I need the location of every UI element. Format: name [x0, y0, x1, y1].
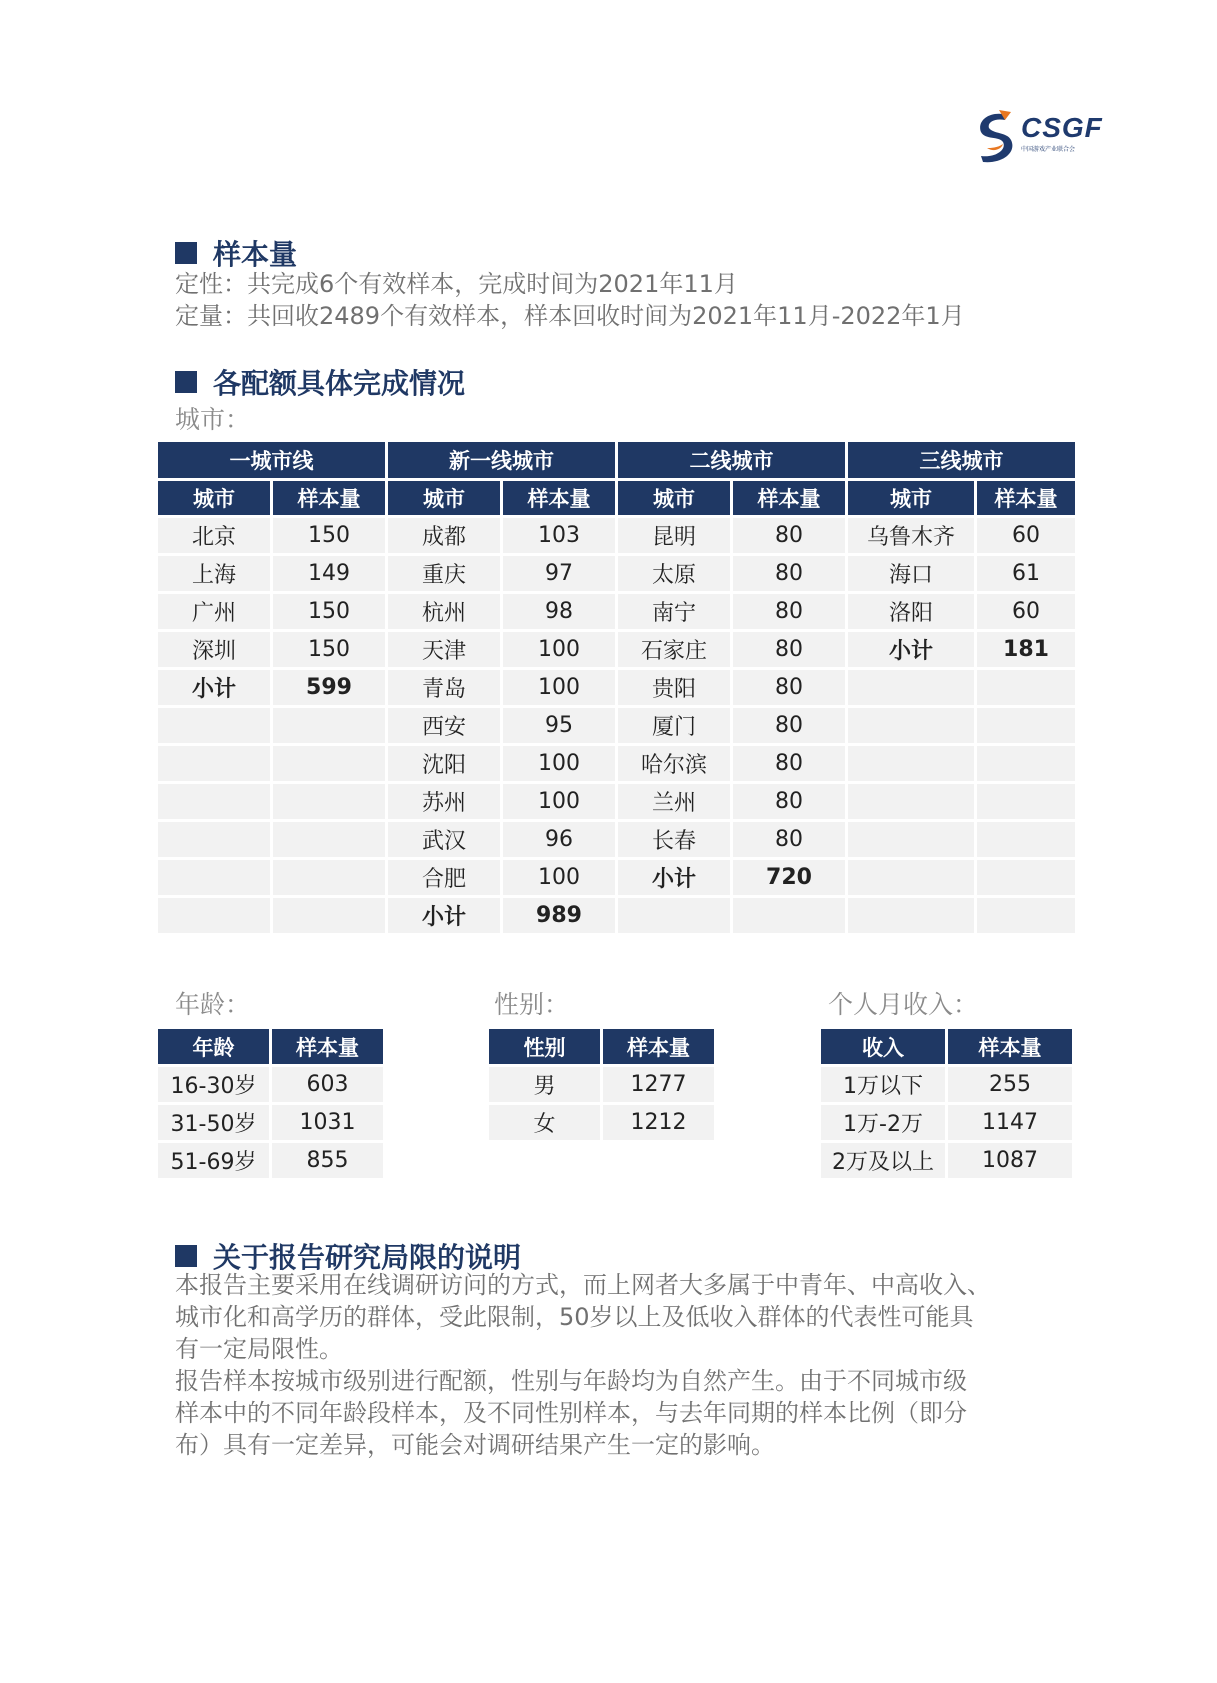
sample-cell: 80 — [733, 708, 845, 743]
city-cell: 沈阳 — [388, 746, 500, 781]
text-line: 城市化和高学历的群体，受此限制，50岁以上及低收入群体的代表性可能具 — [175, 1303, 974, 1331]
table-row — [489, 1067, 714, 1102]
column-header: 样本量 — [603, 1029, 714, 1064]
text-line: 定量：共回收2489个有效样本，样本回收时间为2021年11月-2022年1月 — [175, 302, 965, 330]
table-row — [158, 556, 1075, 591]
city-cell: 小计 — [158, 670, 270, 705]
table-row — [158, 518, 1075, 553]
table-row — [158, 670, 1075, 705]
column-header: 收入 — [821, 1029, 945, 1064]
table-row — [158, 898, 1075, 933]
city-cell — [848, 746, 974, 781]
sample-cell: 149 — [273, 556, 385, 591]
category-cell: 51-69岁 — [158, 1143, 269, 1178]
city-cell: 武汉 — [388, 822, 500, 857]
sample-cell: 80 — [733, 670, 845, 705]
sample-cell: 60 — [977, 594, 1075, 629]
sample-cell: 720 — [733, 860, 845, 895]
city-cell: 广州 — [158, 594, 270, 629]
city-cell: 南宁 — [618, 594, 730, 629]
column-header-sample: 样本量 — [273, 481, 385, 515]
sample-cell — [977, 898, 1075, 933]
sample-cell: 989 — [503, 898, 615, 933]
city-column-header-row — [158, 481, 1075, 515]
column-header: 性别 — [489, 1029, 600, 1064]
sample-cell — [273, 860, 385, 895]
sample-cell: 150 — [273, 632, 385, 667]
city-cell — [158, 898, 270, 933]
sample-cell — [977, 708, 1075, 743]
sample-cell: 103 — [503, 518, 615, 553]
city-cell — [848, 670, 974, 705]
logo-swirl-icon — [973, 108, 1021, 164]
sample-cell — [733, 898, 845, 933]
column-header: 样本量 — [948, 1029, 1072, 1064]
bullet-square-icon — [175, 242, 197, 264]
sample-cell — [273, 708, 385, 743]
city-quota-table — [155, 439, 1078, 936]
city-cell: 西安 — [388, 708, 500, 743]
city-cell — [158, 784, 270, 819]
sample-cell: 97 — [503, 556, 615, 591]
sample-cell: 100 — [503, 632, 615, 667]
section-title: 样本量 — [213, 238, 298, 271]
city-cell: 杭州 — [388, 594, 500, 629]
table-row — [158, 594, 1075, 629]
age-table — [155, 1026, 386, 1181]
column-header-sample: 样本量 — [733, 481, 845, 515]
city-cell — [848, 784, 974, 819]
category-cell: 1万以下 — [821, 1067, 945, 1102]
city-cell — [848, 898, 974, 933]
text-line: 定性：共完成6个有效样本，完成时间为2021年11月 — [175, 270, 738, 298]
column-header-city: 城市 — [848, 481, 974, 515]
city-cell: 乌鲁木齐 — [848, 518, 974, 553]
city-cell: 合肥 — [388, 860, 500, 895]
sample-cell: 1087 — [948, 1143, 1072, 1178]
city-cell — [158, 822, 270, 857]
city-cell: 小计 — [848, 632, 974, 667]
city-cell: 苏州 — [388, 784, 500, 819]
age-label: 年龄： — [175, 990, 251, 1019]
sample-cell: 80 — [733, 518, 845, 553]
csgf-logo — [973, 108, 1103, 164]
city-cell: 洛阳 — [848, 594, 974, 629]
city-cell: 天津 — [388, 632, 500, 667]
table-row — [489, 1105, 714, 1140]
city-cell: 重庆 — [388, 556, 500, 591]
sample-cell — [273, 822, 385, 857]
table-row — [821, 1067, 1072, 1102]
group-header: 新一线城市 — [388, 442, 615, 478]
table-header-row — [158, 1029, 383, 1064]
table-row — [158, 784, 1075, 819]
city-label: 城市： — [175, 405, 251, 434]
column-header: 样本量 — [272, 1029, 383, 1064]
city-cell: 小计 — [388, 898, 500, 933]
category-cell: 女 — [489, 1105, 600, 1140]
sample-cell: 1147 — [948, 1105, 1072, 1140]
sample-cell — [273, 746, 385, 781]
limitations-text — [175, 1269, 991, 1461]
sample-cell — [977, 784, 1075, 819]
city-group-header-row — [158, 442, 1075, 478]
table-row — [821, 1105, 1072, 1140]
sample-cell: 100 — [503, 860, 615, 895]
sample-size-text — [175, 268, 965, 332]
gender-label: 性别： — [494, 990, 570, 1019]
sample-cell: 603 — [272, 1067, 383, 1102]
sample-cell — [977, 670, 1075, 705]
table-header-row — [821, 1029, 1072, 1064]
sample-cell: 855 — [272, 1143, 383, 1178]
sample-cell: 80 — [733, 594, 845, 629]
city-cell: 兰州 — [618, 784, 730, 819]
column-header-city: 城市 — [618, 481, 730, 515]
category-cell: 2万及以上 — [821, 1143, 945, 1178]
city-cell: 贵阳 — [618, 670, 730, 705]
category-cell: 1万-2万 — [821, 1105, 945, 1140]
city-cell: 海口 — [848, 556, 974, 591]
sample-cell — [273, 898, 385, 933]
group-header: 二线城市 — [618, 442, 845, 478]
text-line: 报告样本按城市级别进行配额，性别与年龄均为自然产生。由于不同城市级 — [175, 1367, 967, 1395]
city-cell: 成都 — [388, 518, 500, 553]
sample-cell — [977, 860, 1075, 895]
sample-cell: 255 — [948, 1067, 1072, 1102]
city-cell: 长春 — [618, 822, 730, 857]
city-cell: 小计 — [618, 860, 730, 895]
city-cell — [848, 708, 974, 743]
table-header-row — [489, 1029, 714, 1064]
sample-cell: 80 — [733, 784, 845, 819]
city-cell — [158, 708, 270, 743]
group-header: 一城市线 — [158, 442, 385, 478]
income-label: 个人月收入： — [828, 990, 979, 1019]
table-row — [158, 1105, 383, 1140]
city-cell: 深圳 — [158, 632, 270, 667]
column-header-city: 城市 — [388, 481, 500, 515]
table-row — [158, 632, 1075, 667]
city-cell — [618, 898, 730, 933]
sample-cell: 599 — [273, 670, 385, 705]
sample-cell: 100 — [503, 784, 615, 819]
bullet-square-icon — [175, 1245, 197, 1267]
sample-cell: 1277 — [603, 1067, 714, 1102]
table-row — [158, 1067, 383, 1102]
city-cell — [848, 860, 974, 895]
city-cell: 哈尔滨 — [618, 746, 730, 781]
table-row — [158, 860, 1075, 895]
city-cell: 厦门 — [618, 708, 730, 743]
sample-cell — [977, 822, 1075, 857]
text-line: 本报告主要采用在线调研访问的方式，而上网者大多属于中青年、中高收入、 — [175, 1271, 991, 1299]
text-line: 有一定局限性。 — [175, 1335, 343, 1363]
city-cell: 上海 — [158, 556, 270, 591]
sample-cell: 100 — [503, 670, 615, 705]
column-header-sample: 样本量 — [977, 481, 1075, 515]
sample-cell: 1031 — [272, 1105, 383, 1140]
sample-cell: 80 — [733, 822, 845, 857]
sample-cell: 100 — [503, 746, 615, 781]
sample-cell: 150 — [273, 594, 385, 629]
section-heading-quota — [175, 362, 465, 402]
sample-cell: 61 — [977, 556, 1075, 591]
table-row — [158, 746, 1075, 781]
logo-text: CSGF — [1021, 112, 1103, 143]
table-row — [158, 822, 1075, 857]
logo-subtitle: 中国游戏产业联合会 — [1021, 146, 1076, 153]
table-row — [821, 1143, 1072, 1178]
sample-cell: 60 — [977, 518, 1075, 553]
table-row — [158, 708, 1075, 743]
column-header-city: 城市 — [158, 481, 270, 515]
sample-cell — [977, 746, 1075, 781]
section-heading-sample-size — [175, 233, 297, 273]
city-cell — [158, 860, 270, 895]
sample-cell: 80 — [733, 746, 845, 781]
section-title: 各配额具体完成情况 — [213, 367, 466, 400]
sample-cell: 98 — [503, 594, 615, 629]
table-row — [158, 1143, 383, 1178]
category-cell: 16-30岁 — [158, 1067, 269, 1102]
column-header: 年龄 — [158, 1029, 269, 1064]
city-cell: 石家庄 — [618, 632, 730, 667]
city-cell: 青岛 — [388, 670, 500, 705]
text-line: 样本中的不同年龄段样本，及不同性别样本，与去年同期的样本比例（即分 — [175, 1399, 967, 1427]
city-cell — [848, 822, 974, 857]
city-cell: 太原 — [618, 556, 730, 591]
gender-table — [486, 1026, 717, 1143]
text-line: 布）具有一定差异，可能会对调研结果产生一定的影响。 — [175, 1431, 775, 1459]
sample-cell: 181 — [977, 632, 1075, 667]
sample-cell: 80 — [733, 632, 845, 667]
sample-cell: 95 — [503, 708, 615, 743]
city-cell: 北京 — [158, 518, 270, 553]
bullet-square-icon — [175, 371, 197, 393]
category-cell: 31-50岁 — [158, 1105, 269, 1140]
sample-cell: 150 — [273, 518, 385, 553]
city-cell — [158, 746, 270, 781]
group-header: 三线城市 — [848, 442, 1075, 478]
section-title: 关于报告研究局限的说明 — [213, 1241, 522, 1274]
sample-cell: 96 — [503, 822, 615, 857]
city-cell: 昆明 — [618, 518, 730, 553]
column-header-sample: 样本量 — [503, 481, 615, 515]
sample-cell — [273, 784, 385, 819]
sample-cell: 1212 — [603, 1105, 714, 1140]
category-cell: 男 — [489, 1067, 600, 1102]
income-table — [818, 1026, 1075, 1181]
sample-cell: 80 — [733, 556, 845, 591]
